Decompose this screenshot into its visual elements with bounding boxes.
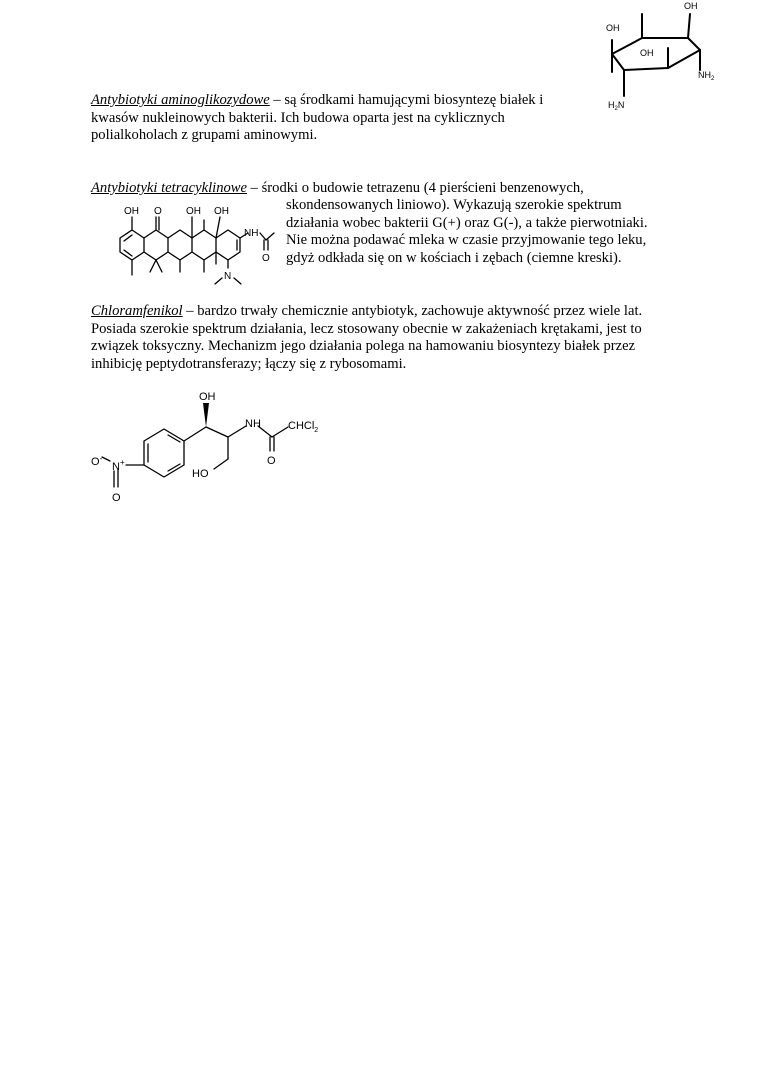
label-o-minus: O- — [91, 454, 103, 468]
paragraph-aminoglycosides — [91, 92, 591, 145]
text-line: polialkoholach z grupami aminowymi. — [91, 127, 318, 143]
text-line: związek toksyczny. Mechanizm jego działania polega na hamowaniu biosyntezy białek przez — [91, 338, 636, 354]
paragraph-tetracyclines-first-line — [91, 180, 651, 198]
text-line: kwasów nukleinowych bakterii. Ich budowa oparta jest na cyklicznych — [91, 109, 505, 126]
label-nh: NH — [244, 228, 259, 239]
paragraph-tetracyclines-body — [286, 197, 686, 267]
wedge-bond — [203, 403, 209, 427]
label-h2n: $H_2N$ — [608, 100, 625, 112]
term-chloramphenicol: Chloramfenikol — [91, 303, 183, 319]
aminoglycoside-structure — [600, 0, 730, 115]
label-o: O — [112, 492, 121, 504]
text-line: Nie można podawać mleka w czasie przyjmowanie tego leku, — [286, 232, 647, 248]
paragraph-chloramphenicol — [91, 303, 711, 373]
label-oh: OH — [606, 23, 620, 33]
label-o: O — [267, 455, 276, 467]
label-nh: NH — [245, 418, 261, 430]
label-ho: HO — [192, 468, 209, 480]
chloramphenicol-structure — [88, 385, 338, 510]
text-line: działania wobec bakterii G(+) oraz G(-), a także pierwotniaki. — [286, 214, 648, 231]
text-line: – środki o budowie tetrazenu (4 pierścieni benzenowych, — [247, 180, 584, 196]
tetracycline-structure — [110, 200, 280, 288]
text-line: Posiada szerokie spektrum działania, lecz stosowany obecnie w zakażeniach krętakami, jest to — [91, 320, 642, 337]
text-line: – są środkami hamującymi biosyntezę białek i — [269, 92, 544, 108]
label-oh: OH — [124, 206, 139, 217]
label-n: N — [224, 271, 232, 282]
label-n-plus: N+ — [112, 458, 125, 473]
label-oh: OH — [186, 206, 201, 217]
text-line: gdyż odkłada się on w kościach i zębach (ciemne kreski). — [286, 249, 622, 266]
label-o: O — [154, 206, 162, 217]
text-line: inhibicję peptydotransferazy; łączy się z rybosomami. — [91, 355, 407, 372]
label-oh: OH — [199, 391, 216, 403]
label-oh: OH — [684, 1, 698, 11]
text-line: – bardzo trwały chemicznie antybiotyk, zachowuje aktywność przez wiele lat. — [182, 303, 643, 319]
text-line: skondensowanych liniowo). Wykazują szerokie spektrum — [286, 197, 622, 213]
label-oh: OH — [640, 48, 654, 58]
label-oh: OH — [214, 206, 229, 217]
term-tetracyclines: Antybiotyki tetracyklinowe — [91, 180, 248, 196]
term-aminoglycosides: Antybiotyki aminoglikozydowe — [91, 92, 270, 108]
label-nh2: $NH_2$ — [698, 70, 715, 82]
label-o: O — [262, 253, 270, 264]
label-chcl2: CHCl$_2$ — [288, 420, 319, 434]
